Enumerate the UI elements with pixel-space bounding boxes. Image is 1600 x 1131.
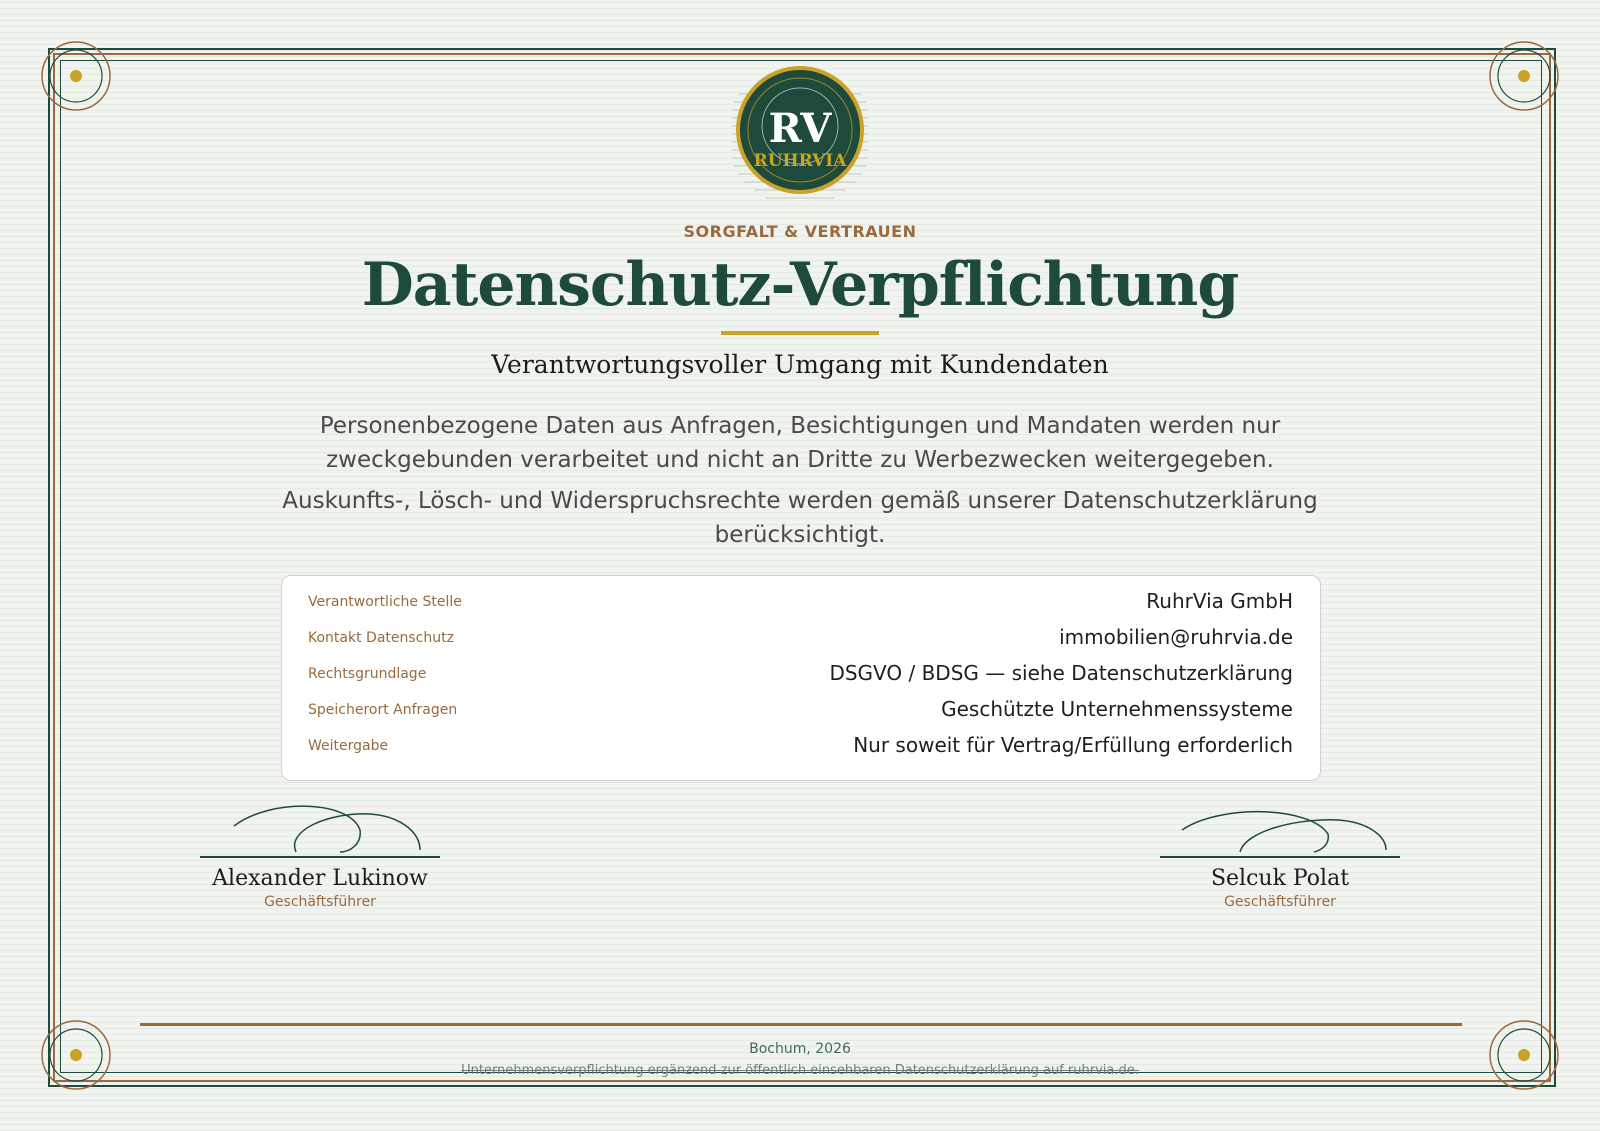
body-paragraph: Personenbezogene Daten aus Anfragen, Besichtigungen und Mandaten werden nur zweckgebunden verarbeitet und nicht an Dritte zu Werbezwecken weitergegeben. — [319, 413, 1281, 473]
detail-value: DSGVO / BDSG — siehe Datenschutzerklärung — [829, 661, 1293, 685]
detail-row — [308, 656, 1293, 692]
signature-flourish-icon — [1160, 808, 1400, 856]
seal-monogram: RV — [768, 105, 832, 152]
detail-label: Weitergabe — [308, 738, 389, 754]
signer-role: Geschäftsführer — [1224, 894, 1336, 910]
signature-line — [200, 856, 440, 858]
detail-label: Rechtsgrundlage — [308, 666, 427, 682]
page-title: Datenschutz-Verpflichtung — [361, 250, 1239, 320]
detail-row — [308, 584, 1293, 620]
detail-value: Geschützte Unternehmenssysteme — [941, 697, 1293, 721]
footer-note: Unternehmensverpflichtung ergänzend zur öffentlich einsehbaren Datenschutzerklärung auf ruhrvia.de. — [461, 1063, 1139, 1078]
detail-value[interactable]: immobilien@ruhrvia.de — [1059, 625, 1293, 649]
signature-flourish-icon — [200, 804, 440, 856]
corner-ornament-icon — [1488, 40, 1560, 112]
details-panel — [281, 575, 1321, 781]
detail-row — [308, 728, 1293, 764]
detail-label: Speicherort Anfragen — [308, 702, 458, 718]
company-seal — [730, 64, 870, 214]
body-paragraph: Auskunfts-, Lösch- und Widerspruchsrechte werden gemäß unserer Datenschutzerklärung berücksichtigt. — [282, 488, 1318, 548]
footer-rule — [140, 1023, 1462, 1026]
detail-row — [308, 692, 1293, 728]
footer-place-date: Bochum, 2026 — [749, 1041, 851, 1057]
detail-row — [308, 620, 1293, 656]
corner-ornament-icon — [40, 40, 112, 112]
kicker-text: SORGFALT & VERTRAUEN — [683, 222, 917, 241]
signer-role: Geschäftsführer — [264, 894, 376, 910]
signer-name: Alexander Lukinow — [212, 866, 428, 891]
detail-value: RuhrVia GmbH — [1146, 589, 1293, 613]
detail-label: Verantwortliche Stelle — [308, 594, 462, 610]
seal-brand: RUHRVIA — [753, 151, 847, 171]
detail-label: Kontakt Datenschutz — [308, 630, 454, 646]
signer-name: Selcuk Polat — [1210, 866, 1350, 891]
signature-block-right — [1160, 808, 1400, 910]
title-underline — [721, 331, 879, 335]
detail-value: Nur soweit für Vertrag/Erfüllung erforderlich — [853, 733, 1293, 757]
page-subtitle: Verantwortungsvoller Umgang mit Kundendaten — [491, 350, 1109, 379]
signature-line — [1160, 856, 1400, 858]
signature-block-left — [200, 804, 440, 910]
